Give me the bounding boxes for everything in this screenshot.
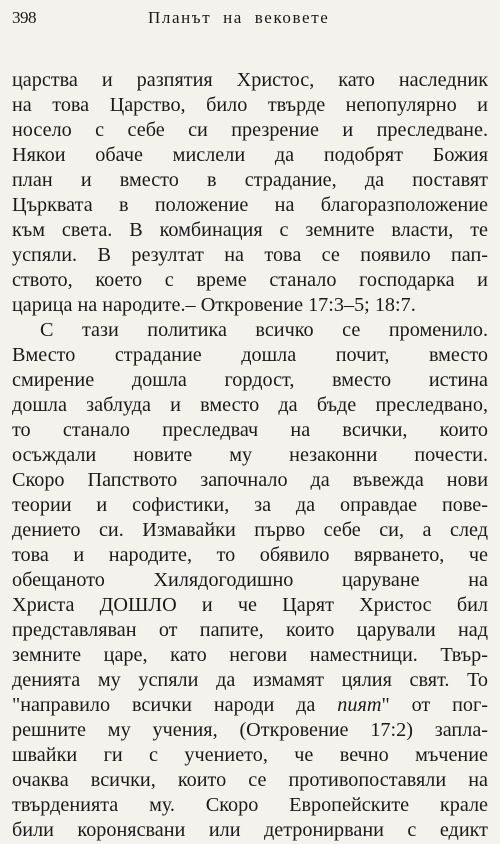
text-line: дошла заблуда и вместо да бъде преследвано, [12, 394, 488, 416]
text-line: обещаното Хилядогодишно царуване на [12, 569, 488, 591]
text-line: представляван от папите, които царували над [12, 619, 488, 641]
page-number: 398 [12, 8, 36, 27]
text-line-with-italic [12, 693, 488, 718]
text-line: Някои обаче мислели да подобрят Божия [12, 144, 488, 166]
text-line: осъждали новите му незаконни почести. [12, 444, 488, 466]
text-line: били коронясвани или детронирвани с едикт [12, 819, 488, 841]
page-header [12, 8, 488, 34]
text-line: към света. В комбинация с земните власти, те [12, 219, 488, 241]
text-segment: " от пог- [381, 694, 488, 716]
running-title: Планът на вековете [148, 8, 330, 27]
text-segment: "направило всички народи да [12, 694, 338, 716]
text-line: денията му успяли да измамят цялия свят. То [12, 669, 488, 691]
body-text [12, 68, 488, 843]
text-line: царства и разпятия Христос, като наследник [12, 69, 488, 91]
text-line: това и народите, то обявило вярването, че [12, 544, 488, 566]
text-line: Вместо страдание дошла почит, вместо [12, 344, 488, 366]
text-line: Църквата в положение на благоразположение [12, 194, 488, 216]
text-line: Скоро Папството започнало да въвежда нови [12, 469, 488, 491]
text-line: то станало преследвач на всички, които [12, 419, 488, 441]
text-line: швайки ги с учението, че вечно мъчение [12, 744, 488, 766]
text-line: земните царе, като негови наместници. Твър- [12, 644, 488, 666]
text-line: на това Царство, било твърде непопулярно и [12, 94, 488, 116]
text-line: теории и софистики, за да оправдае пове- [12, 494, 488, 516]
text-line: царица на народите.– Откровение 17:3–5; 18:7. [12, 294, 416, 316]
text-line: носело с себе си презрение и преследване. [12, 119, 488, 141]
text-line: смирение дошла гордост, вместо истина [12, 369, 488, 391]
text-line: твърденията му. Скоро Европейските крале [12, 794, 488, 816]
text-line: успяли. В резултат на това се появило пап- [12, 244, 488, 266]
text-line: план и вместо в страдание, да поставят [12, 169, 488, 191]
text-line: С тази политика всичко се променило. [40, 319, 488, 341]
text-line: дението си. Измавайки първо себе си, а след [12, 519, 488, 541]
text-line: очаква всички, които се противопоставяли на [12, 769, 488, 791]
text-line: решните му учения, (Откровение 17:2) запла- [12, 719, 488, 741]
text-line: Христа ДОШЛО и че Царят Христос бил [12, 594, 488, 616]
paragraph-1 [12, 68, 488, 318]
paragraph-2 [12, 318, 488, 843]
italic-word: пият [337, 694, 382, 716]
text-line: ството, което с време станало господарка и [12, 269, 488, 291]
